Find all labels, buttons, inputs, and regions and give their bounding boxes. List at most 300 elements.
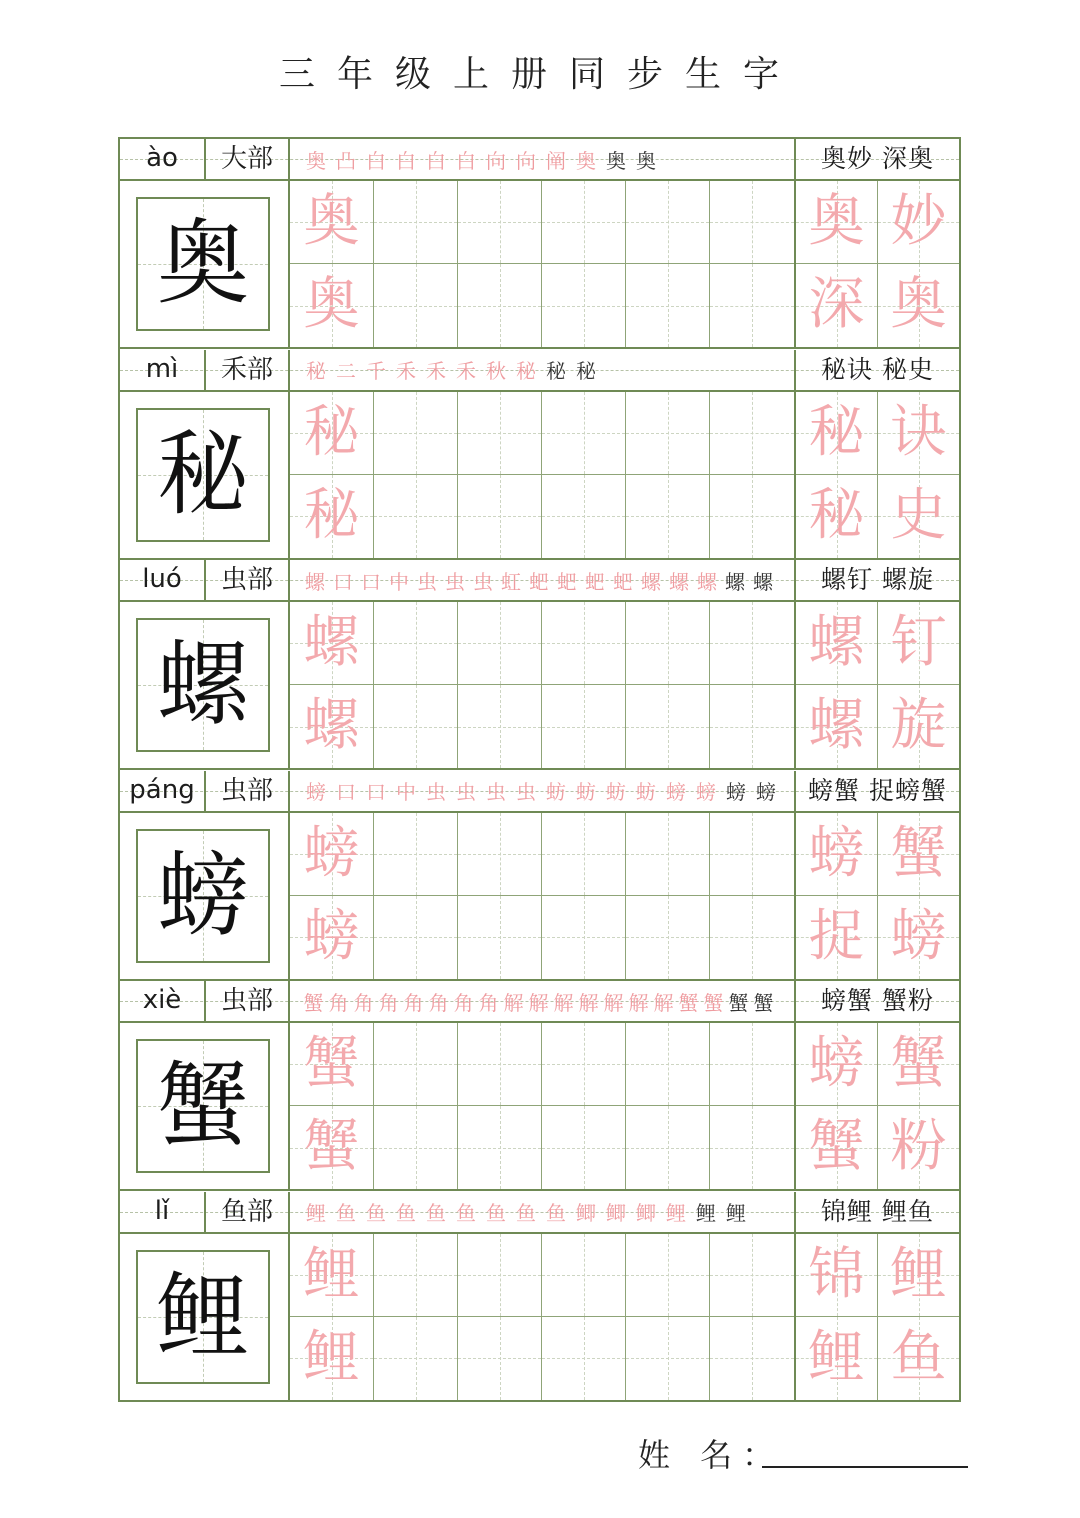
trace-char: 奥	[303, 189, 360, 254]
header-divider	[288, 139, 290, 179]
pinyin: ào	[146, 143, 178, 173]
stroke-step: 角	[328, 990, 349, 1015]
cell-guide	[416, 1023, 417, 1105]
stroke-order	[292, 350, 792, 390]
writing-cell[interactable]	[626, 392, 710, 475]
trace-word-char: 深	[808, 272, 865, 337]
writing-cell[interactable]	[374, 392, 458, 475]
stroke-step: 阐	[546, 148, 566, 173]
writing-cell[interactable]	[290, 813, 374, 896]
radical: 虫部	[220, 775, 273, 806]
writing-grid	[290, 181, 795, 347]
stroke-order	[292, 771, 792, 811]
writing-cell[interactable]	[710, 813, 794, 896]
stroke-step: 角	[478, 990, 499, 1015]
model-char-box	[136, 829, 270, 963]
char-body	[120, 813, 959, 981]
word-cell[interactable]	[796, 896, 878, 979]
trace-char: 螺	[303, 693, 360, 758]
writing-cell[interactable]	[626, 602, 710, 685]
writing-cell[interactable]	[626, 1106, 710, 1189]
writing-cell[interactable]	[290, 685, 374, 768]
cell-guide	[752, 813, 753, 895]
example-words: 奥妙 深奥	[821, 144, 934, 173]
trace-word-char: 鲤	[890, 1241, 947, 1307]
trace-word-char: 钉	[890, 610, 947, 675]
trace-word-char: 螺	[808, 610, 865, 675]
cell-guide	[416, 1106, 417, 1189]
model-char: 螃	[156, 841, 249, 949]
word-cell[interactable]	[796, 813, 878, 896]
writing-cell[interactable]	[626, 1234, 710, 1317]
writing-cell[interactable]	[458, 181, 542, 264]
stroke-step: 螺	[305, 569, 325, 594]
header-divider	[288, 981, 290, 1021]
stroke-step: 虫	[417, 569, 437, 594]
writing-cell[interactable]	[626, 1023, 710, 1106]
stroke-step: 鲫	[576, 1201, 596, 1225]
stroke-step: 蚄	[636, 780, 656, 804]
stroke-step: 蚆	[557, 569, 577, 594]
cell-guide	[500, 602, 501, 684]
trace-word-char: 锦	[808, 1241, 865, 1307]
trace-char: 鲤	[303, 1324, 360, 1390]
stroke-step: 螃	[306, 780, 326, 804]
writing-cell[interactable]	[542, 1234, 626, 1317]
writing-cell[interactable]	[626, 685, 710, 768]
stroke-step: 白	[366, 148, 386, 173]
trace-char: 螺	[303, 610, 360, 675]
model-char-box	[136, 1039, 270, 1173]
writing-cell[interactable]	[374, 264, 458, 347]
char-header-row	[120, 560, 959, 602]
cell-guide	[752, 264, 753, 347]
cell-guide	[500, 475, 501, 558]
cell-guide	[584, 685, 585, 768]
trace-word-char: 诀	[890, 399, 947, 465]
cell-guide	[668, 896, 669, 979]
writing-cell[interactable]	[374, 1106, 458, 1189]
cell-guide	[584, 1317, 585, 1400]
cell-guide	[752, 475, 753, 558]
trace-word-char: 蟹	[890, 1031, 947, 1096]
radical: 鱼部	[220, 1196, 273, 1227]
stroke-step: 鲤	[306, 1201, 326, 1225]
writing-cell[interactable]	[374, 602, 458, 685]
trace-char: 秘	[303, 399, 360, 465]
cell-guide	[668, 1317, 669, 1400]
model-char: 奥	[156, 210, 249, 317]
word-cell[interactable]	[878, 392, 959, 475]
trace-word-char: 螺	[808, 693, 865, 758]
word-cell[interactable]	[878, 685, 959, 768]
name-blank[interactable]	[762, 1466, 968, 1468]
writing-grid	[290, 392, 795, 558]
stroke-step: 螺	[725, 569, 745, 594]
page-title: 三年级上册同步生字	[278, 54, 801, 95]
model-char-box	[136, 197, 270, 331]
writing-grid	[290, 602, 795, 768]
cell-guide	[416, 602, 417, 684]
radical: 大部	[220, 144, 273, 174]
cell-guide	[752, 1234, 753, 1316]
cell-guide	[416, 813, 417, 895]
word-cell[interactable]	[796, 264, 878, 347]
writing-cell[interactable]	[458, 1234, 542, 1317]
stroke-step: 向	[486, 148, 506, 173]
writing-cell[interactable]	[374, 896, 458, 979]
trace-word-char: 旋	[890, 693, 947, 758]
cell-guide	[500, 392, 501, 474]
stroke-step: 虫	[473, 569, 493, 594]
writing-cell[interactable]	[542, 475, 626, 558]
stroke-step: 鲫	[636, 1201, 656, 1225]
stroke-step: 鱼	[366, 1201, 386, 1225]
stroke-step: 秘	[516, 359, 536, 383]
writing-cell[interactable]	[710, 392, 794, 475]
stroke-step: 角	[378, 990, 399, 1015]
cell-guide	[500, 181, 501, 263]
writing-cell[interactable]	[710, 181, 794, 264]
cell-guide	[584, 392, 585, 474]
stroke-step: 秘	[306, 359, 326, 383]
stroke-step: 角	[403, 990, 424, 1015]
stroke-step: 螺	[753, 569, 773, 594]
word-cell[interactable]	[878, 264, 959, 347]
model-char: 蟹	[156, 1052, 249, 1159]
example-words: 螃蟹 蟹粉	[821, 986, 934, 1015]
trace-char: 蟹	[303, 1031, 360, 1096]
stroke-step: 虫	[426, 780, 446, 804]
writing-grid	[290, 1023, 795, 1189]
char-block	[120, 981, 959, 1191]
word-grid	[796, 181, 959, 347]
word-cell[interactable]	[878, 813, 959, 896]
stroke-step: 蟹	[753, 990, 774, 1015]
writing-cell[interactable]	[458, 264, 542, 347]
cell-guide	[752, 1106, 753, 1189]
stroke-step: 鲤	[666, 1201, 686, 1225]
name-label: 姓 名：	[638, 1436, 785, 1474]
char-block	[120, 1192, 959, 1402]
stroke-step: 虫	[516, 780, 536, 804]
writing-cell[interactable]	[542, 813, 626, 896]
stroke-step: 秘	[576, 359, 596, 383]
header-divider	[288, 771, 290, 811]
word-cell[interactable]	[878, 181, 959, 264]
char-body	[120, 602, 959, 770]
stroke-step: 蟹	[703, 990, 724, 1015]
word-cell[interactable]	[878, 475, 959, 558]
cell-guide	[416, 685, 417, 768]
cell-guide	[500, 1317, 501, 1400]
stroke-step: 蚆	[585, 569, 605, 594]
cell-guide	[500, 896, 501, 979]
writing-cell[interactable]	[374, 1234, 458, 1317]
writing-cell[interactable]	[290, 1317, 374, 1400]
cell-guide	[416, 392, 417, 474]
word-cell[interactable]	[796, 1023, 878, 1106]
word-cell[interactable]	[796, 1317, 878, 1400]
writing-cell[interactable]	[458, 1023, 542, 1106]
stroke-step: 螃	[696, 780, 716, 804]
cell-guide	[500, 1234, 501, 1316]
model-char-box	[136, 618, 270, 752]
pinyin: páng	[129, 774, 195, 805]
model-char: 鲤	[156, 1262, 249, 1370]
stroke-step: 角	[453, 990, 474, 1015]
stroke-step: 解	[603, 990, 624, 1015]
pinyin: lǐ	[154, 1195, 170, 1226]
writing-cell[interactable]	[626, 181, 710, 264]
writing-cell[interactable]	[290, 1023, 374, 1106]
stroke-step: 蚆	[613, 569, 633, 594]
word-cell[interactable]	[796, 475, 878, 558]
stroke-step: 解	[578, 990, 599, 1015]
stroke-step: 蚆	[529, 569, 549, 594]
writing-cell[interactable]	[458, 685, 542, 768]
stroke-step: 虹	[501, 569, 521, 594]
cell-guide	[584, 1234, 585, 1316]
stroke-step: 口	[361, 569, 381, 594]
stroke-step: 解	[503, 990, 524, 1015]
trace-word-char: 鱼	[890, 1324, 947, 1390]
writing-cell[interactable]	[374, 475, 458, 558]
writing-cell[interactable]	[290, 264, 374, 347]
word-grid	[796, 813, 959, 979]
writing-cell[interactable]	[290, 475, 374, 558]
stroke-step: 口	[366, 780, 386, 804]
cell-guide	[500, 685, 501, 768]
writing-cell[interactable]	[458, 813, 542, 896]
stroke-step: 鱼	[546, 1201, 566, 1225]
writing-cell[interactable]	[290, 392, 374, 475]
writing-cell[interactable]	[710, 896, 794, 979]
stroke-step: 凸	[336, 148, 356, 173]
writing-cell[interactable]	[542, 602, 626, 685]
word-cell[interactable]	[796, 392, 878, 475]
stroke-step: 螺	[641, 569, 661, 594]
char-body	[120, 181, 959, 349]
trace-word-char: 螃	[808, 1031, 865, 1096]
stroke-step: 白	[426, 148, 446, 173]
header-divider	[288, 560, 290, 600]
char-block	[120, 771, 959, 981]
writing-cell[interactable]	[542, 685, 626, 768]
writing-cell[interactable]	[458, 475, 542, 558]
word-cell[interactable]	[878, 1106, 959, 1189]
stroke-step: 蚄	[546, 780, 566, 804]
trace-word-char: 捉	[808, 903, 865, 969]
model-char-box	[136, 1250, 270, 1384]
word-grid	[796, 1234, 959, 1400]
writing-cell[interactable]	[710, 264, 794, 347]
writing-cell[interactable]	[290, 602, 374, 685]
cell-guide	[416, 1234, 417, 1316]
trace-word-char: 史	[890, 482, 947, 548]
writing-cell[interactable]	[290, 181, 374, 264]
writing-cell[interactable]	[542, 264, 626, 347]
writing-cell[interactable]	[542, 181, 626, 264]
writing-cell[interactable]	[542, 896, 626, 979]
char-block	[120, 139, 959, 349]
cell-guide	[584, 1023, 585, 1105]
stroke-step: 奥	[576, 148, 596, 173]
writing-cell[interactable]	[458, 392, 542, 475]
cell-guide	[668, 392, 669, 474]
char-block	[120, 560, 959, 770]
cell-guide	[668, 602, 669, 684]
word-cell[interactable]	[796, 1106, 878, 1189]
radical: 虫部	[220, 986, 273, 1016]
stroke-step: 二	[336, 359, 356, 383]
stroke-step: 奥	[306, 148, 326, 173]
writing-cell[interactable]	[458, 1317, 542, 1400]
writing-cell[interactable]	[626, 1317, 710, 1400]
cell-guide	[584, 181, 585, 263]
stroke-step: 虫	[456, 780, 476, 804]
stroke-step: 蟹	[678, 990, 699, 1015]
writing-cell[interactable]	[710, 685, 794, 768]
stroke-step: 鱼	[396, 1201, 416, 1225]
writing-cell[interactable]	[458, 896, 542, 979]
stroke-step: 白	[456, 148, 476, 173]
cell-guide	[584, 896, 585, 979]
writing-cell[interactable]	[626, 813, 710, 896]
stroke-step: 秋	[486, 359, 506, 383]
writing-cell[interactable]	[710, 1234, 794, 1317]
cell-guide	[416, 181, 417, 263]
stroke-step: 鱼	[426, 1201, 446, 1225]
trace-word-char: 蟹	[890, 820, 947, 886]
writing-cell[interactable]	[626, 896, 710, 979]
model-char-box	[136, 408, 270, 542]
example-words: 秘诀 秘史	[821, 354, 934, 384]
writing-cell[interactable]	[374, 685, 458, 768]
word-cell[interactable]	[796, 1234, 878, 1317]
word-cell[interactable]	[878, 1317, 959, 1400]
stroke-step: 螃	[666, 780, 686, 804]
stroke-step: 鱼	[486, 1201, 506, 1225]
trace-word-char: 鲤	[808, 1324, 865, 1390]
stroke-step: 角	[428, 990, 449, 1015]
cell-guide	[584, 475, 585, 558]
trace-char: 螃	[303, 820, 360, 886]
stroke-step: 角	[353, 990, 374, 1015]
stroke-step: 中	[396, 780, 416, 804]
word-cell[interactable]	[796, 602, 878, 685]
char-header-row	[120, 771, 959, 813]
writing-cell[interactable]	[710, 1023, 794, 1106]
stroke-step: 中	[389, 569, 409, 594]
cell-guide	[668, 1023, 669, 1105]
pinyin: xiè	[142, 985, 182, 1015]
cell-guide	[668, 264, 669, 347]
cell-guide	[752, 181, 753, 263]
writing-cell[interactable]	[710, 1317, 794, 1400]
stroke-step: 奥	[606, 148, 626, 173]
cell-guide	[752, 392, 753, 474]
writing-cell[interactable]	[374, 181, 458, 264]
writing-cell[interactable]	[374, 1317, 458, 1400]
writing-cell[interactable]	[710, 602, 794, 685]
writing-cell[interactable]	[542, 392, 626, 475]
stroke-step: 蟹	[303, 990, 324, 1015]
stroke-step: 千	[366, 359, 386, 383]
word-cell[interactable]	[878, 602, 959, 685]
stroke-order	[292, 139, 792, 179]
stroke-step: 螃	[726, 780, 746, 804]
trace-word-char: 秘	[808, 482, 865, 548]
stroke-order	[292, 560, 792, 600]
cell-guide	[500, 1023, 501, 1105]
word-cell[interactable]	[796, 181, 878, 264]
cell-guide	[668, 685, 669, 768]
trace-word-char: 秘	[808, 399, 865, 465]
stroke-step: 禾	[456, 359, 476, 383]
writing-cell[interactable]	[626, 264, 710, 347]
writing-cell[interactable]	[290, 1106, 374, 1189]
trace-char: 蟹	[303, 1114, 360, 1179]
cell-guide	[416, 264, 417, 347]
writing-cell[interactable]	[626, 475, 710, 558]
writing-cell[interactable]	[542, 1317, 626, 1400]
practice-sheet	[118, 137, 961, 1402]
word-cell[interactable]	[878, 1023, 959, 1106]
cell-guide	[584, 813, 585, 895]
stroke-step: 鱼	[516, 1201, 536, 1225]
stroke-step: 鲤	[726, 1201, 746, 1225]
word-cell[interactable]	[796, 685, 878, 768]
trace-word-char: 螃	[890, 903, 947, 969]
stroke-order	[292, 981, 792, 1021]
trace-word-char: 妙	[890, 189, 947, 254]
cell-guide	[584, 1106, 585, 1189]
writing-cell[interactable]	[290, 1234, 374, 1317]
writing-cell[interactable]	[374, 1023, 458, 1106]
cell-guide	[752, 685, 753, 768]
cell-guide	[416, 475, 417, 558]
writing-cell[interactable]	[710, 1106, 794, 1189]
stroke-step: 蚄	[576, 780, 596, 804]
trace-char: 鲤	[303, 1241, 360, 1307]
stroke-step: 鲫	[606, 1201, 626, 1225]
writing-cell[interactable]	[458, 1106, 542, 1189]
stroke-order	[292, 1192, 792, 1232]
char-header-row	[120, 139, 959, 181]
word-grid	[796, 392, 959, 558]
stroke-step: 口	[333, 569, 353, 594]
cell-guide	[668, 1234, 669, 1316]
writing-cell[interactable]	[458, 602, 542, 685]
stroke-step: 禾	[426, 359, 446, 383]
writing-cell[interactable]	[710, 475, 794, 558]
cell-guide	[584, 264, 585, 347]
stroke-step: 解	[653, 990, 674, 1015]
writing-grid	[290, 813, 795, 979]
word-cell[interactable]	[878, 1234, 959, 1317]
writing-cell[interactable]	[542, 1023, 626, 1106]
cell-guide	[500, 1106, 501, 1189]
writing-cell[interactable]	[542, 1106, 626, 1189]
stroke-step: 白	[396, 148, 416, 173]
trace-char: 奥	[303, 272, 360, 337]
word-cell[interactable]	[878, 896, 959, 979]
model-char: 螺	[156, 631, 249, 738]
stroke-step: 虫	[445, 569, 465, 594]
writing-cell[interactable]	[374, 813, 458, 896]
writing-cell[interactable]	[290, 896, 374, 979]
